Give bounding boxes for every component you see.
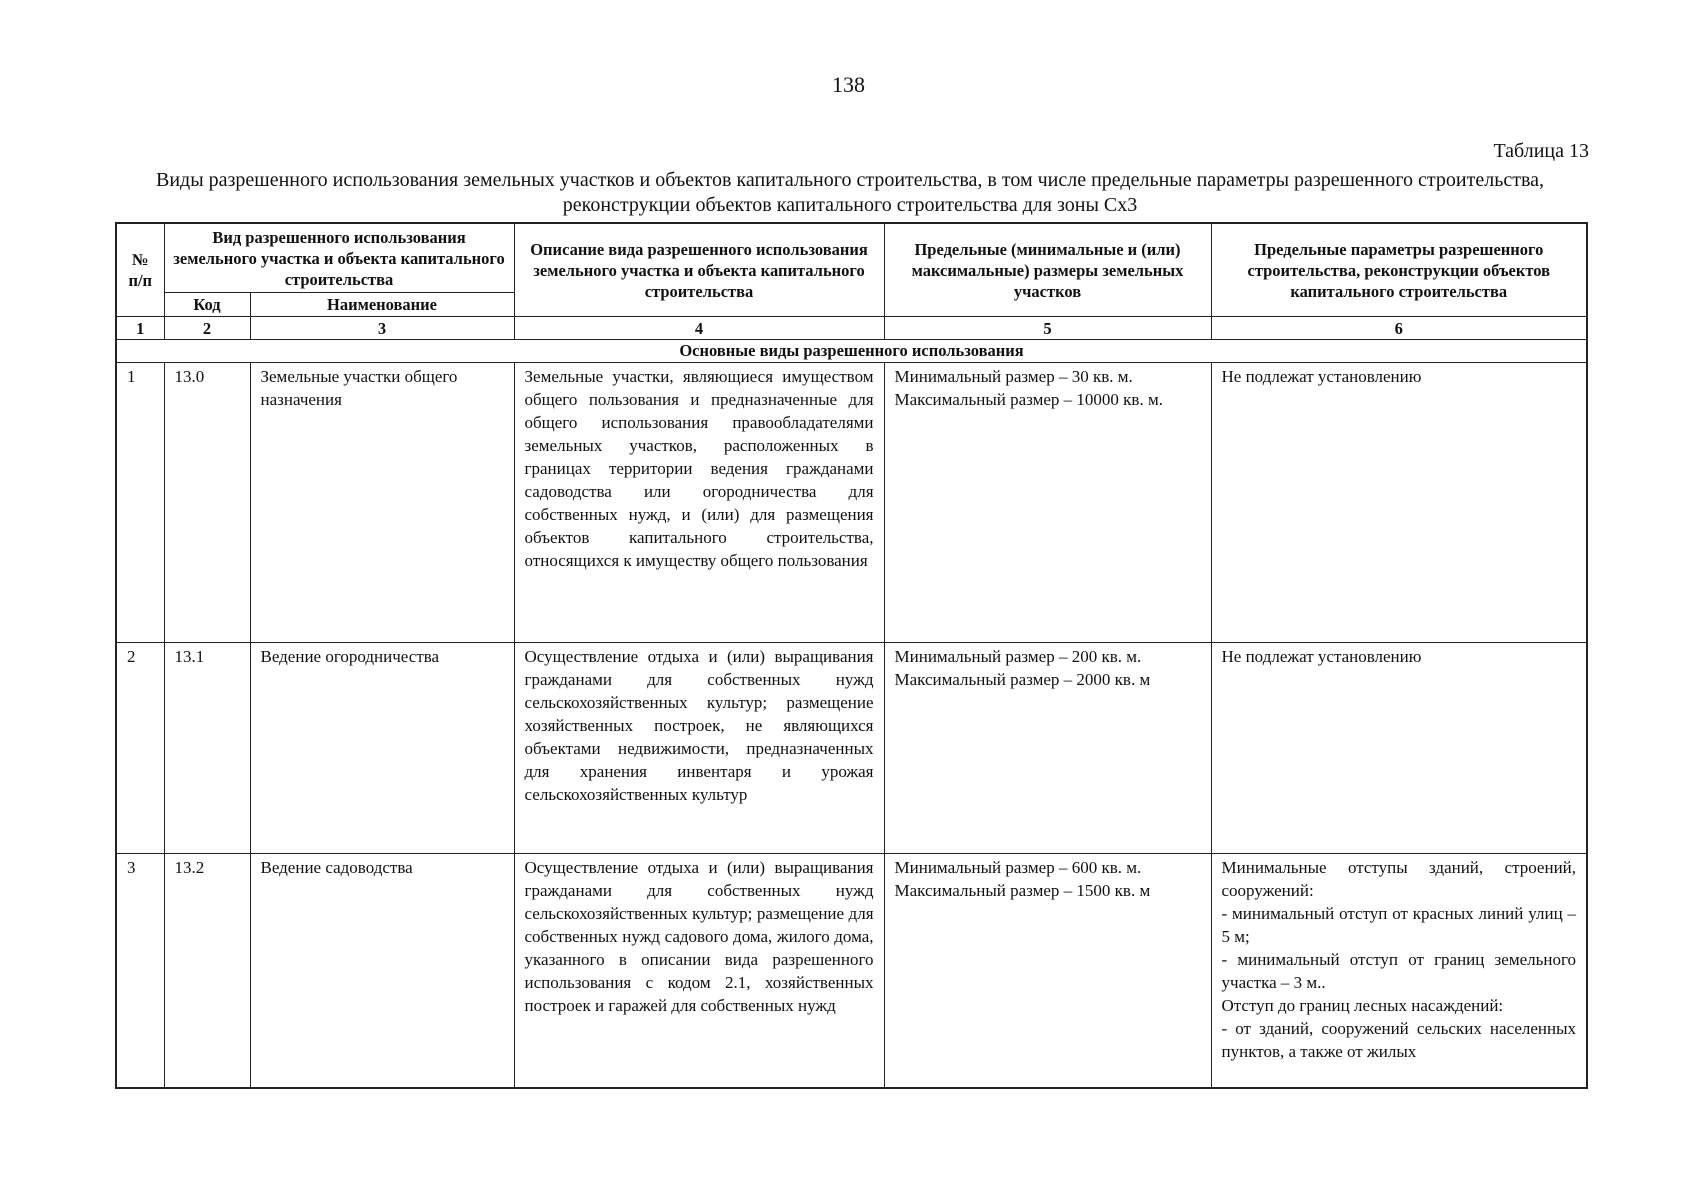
table-caption: Виды разрешенного использования земельных участков и объектов капитального строительства, в том числе предельные параметры разрешенного строительства, реконструкции объектов капитального строительства для зоны Сх3: [155, 169, 1545, 216]
header-code: Код: [164, 293, 250, 317]
size-min: Минимальный размер – 30 кв. м.: [894, 367, 1133, 386]
section-title: Основные виды разрешенного использования: [116, 340, 1587, 363]
column-number: 5: [884, 317, 1211, 340]
row-build-params: [1211, 643, 1587, 854]
row-description: Осуществление отдыха и (или) выращивания гражданами для собственных нужд сельскохозяйственных культур; размещение для собственных нужд садового дома, жилого дома, указанного в описании вида разрешенного использования с кодом 2.1, хозяйственных построек и гаражей для собственных нужд: [514, 854, 884, 1088]
column-number: 2: [164, 317, 250, 340]
row-code: 13.1: [164, 643, 250, 854]
row-code: 13.2: [164, 854, 250, 1088]
param-line: - от зданий, сооружений сельских населенных пунктов, а также от жилых: [1221, 1019, 1577, 1061]
table-row: [116, 854, 1587, 1088]
size-max: Максимальный размер – 2000 кв. м: [894, 670, 1151, 689]
permitted-use-table: [115, 222, 1588, 1089]
row-description: Земельные участки, являющиеся имуществом общего пользования и предназначенные для общего использования правообладателями земельных участков, расположенных в границах территории ведения гражданами садоводства или огородничества для собственных нужд, и (или) для размещения объектов капитального строительства, относящихся к имуществу общего пользования: [514, 363, 884, 643]
row-build-params: [1211, 363, 1587, 643]
header-build-params: Предельные параметры разрешенного строительства, реконструкции объектов капитального строительства: [1211, 223, 1587, 317]
param-line: Не подлежат установлению: [1221, 647, 1422, 666]
row-name: Ведение садоводства: [250, 854, 514, 1088]
table-row: [116, 363, 1587, 643]
header-use-type: Вид разрешенного использования земельного участка и объекта капитального строительства: [164, 223, 514, 293]
size-max: Максимальный размер – 1500 кв. м: [894, 881, 1151, 900]
row-num: 1: [116, 363, 164, 643]
row-num: 3: [116, 854, 164, 1088]
param-line: Отступ до границ лесных насаждений:: [1221, 996, 1504, 1015]
row-build-params: [1211, 854, 1587, 1088]
size-min: Минимальный размер – 600 кв. м.: [894, 858, 1142, 877]
row-plot-size: [884, 643, 1211, 854]
param-line: - минимальный отступ от красных линий улиц – 5 м;: [1221, 904, 1577, 946]
column-number: 4: [514, 317, 884, 340]
header-plot-size: Предельные (минимальные и (или) максимальные) размеры земельных участков: [884, 223, 1211, 317]
row-name: Ведение огородничества: [250, 643, 514, 854]
header-description: Описание вида разрешенного использования земельного участка и объекта капитального строительства: [514, 223, 884, 317]
row-code: 13.0: [164, 363, 250, 643]
page-number: 138: [832, 72, 865, 97]
table-label: Таблица 13: [1493, 140, 1589, 162]
param-line: Минимальные отступы зданий, строений, сооружений:: [1221, 858, 1577, 900]
row-description: Осуществление отдыха и (или) выращивания гражданами для собственных нужд сельскохозяйственных культур; размещение хозяйственных построек, не являющихся объектами недвижимости, предназначенных для хранения инвентаря и урожая сельскохозяйственных культур: [514, 643, 884, 854]
param-line: Не подлежат установлению: [1221, 367, 1422, 386]
column-number: 1: [116, 317, 164, 340]
size-max: Максимальный размер – 10000 кв. м.: [894, 390, 1163, 409]
size-min: Минимальный размер – 200 кв. м.: [894, 647, 1142, 666]
table-row: [116, 643, 1587, 854]
row-plot-size: [884, 363, 1211, 643]
header-num: № п/п: [116, 223, 164, 317]
row-num: 2: [116, 643, 164, 854]
param-line: - минимальный отступ от границ земельного участка – 3 м..: [1221, 950, 1577, 992]
column-number: 6: [1211, 317, 1587, 340]
row-plot-size: [884, 854, 1211, 1088]
header-name: Наименование: [250, 293, 514, 317]
column-number: 3: [250, 317, 514, 340]
row-name: Земельные участки общего назначения: [250, 363, 514, 643]
